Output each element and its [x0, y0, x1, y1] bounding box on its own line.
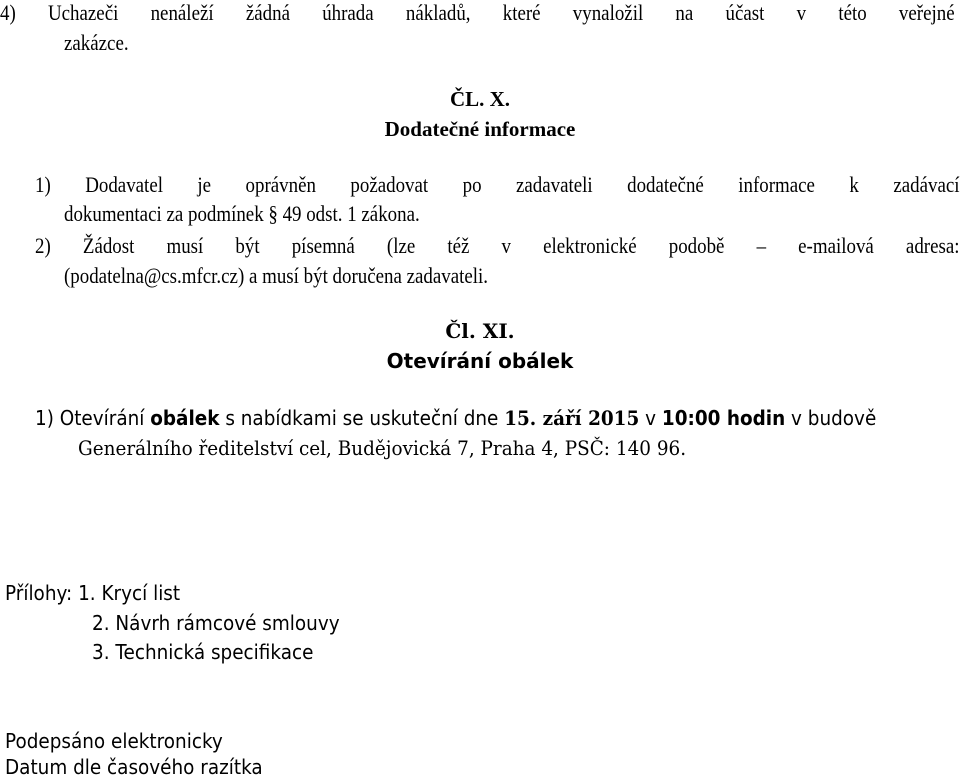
signature-line-2: Datum dle časového razítka — [5, 755, 263, 779]
article-title: Otevírání obálek — [386, 349, 574, 373]
paragraph-2-line-2: (podatelna@cs.mfcr.cz) a musí být doručena zadavateli. — [64, 263, 489, 288]
paragraph-1-line-2: dokumentaci za podmínek § 49 odst. 1 zákona. — [64, 201, 420, 226]
email-link[interactable]: (podatelna@cs.mfcr.cz) — [64, 263, 245, 288]
paragraph-2-line-1: 2) Žádost musí být písemná (lze též v elektronické podobě – e-mailová adresa: — [35, 233, 960, 258]
article-number: Čl. XI. — [445, 319, 515, 343]
attachment-item: 2. Návrh rámcové smlouvy — [92, 611, 340, 635]
article-title: Dodatečné informace — [384, 117, 576, 141]
article-number: ČL. X. — [449, 87, 511, 111]
paragraph-4-line-2: zakázce. — [64, 30, 129, 55]
paragraph-1-line-1: 1) Dodavatel je oprávněn požadovat po zadavateli dodatečné informace k zadávací — [35, 172, 960, 197]
opening-paragraph-line-1: 1) Otevírání obálek s nabídkami se uskuteční dne 15. září 2015 v 10:00 hodin v budově — [35, 406, 877, 430]
attachment-item: 3. Technická specifikace — [92, 640, 314, 664]
attachment-item: 1. Krycí list — [78, 581, 181, 605]
attachments-label: Přílohy: 1. Krycí list — [5, 581, 181, 605]
paragraph-4-line-1: 4) Uchazeči nenáleží žádná úhrada nákladů, které vynaložil na účast v této veřejné — [0, 0, 955, 25]
opening-paragraph-line-2: Generálního ředitelství cel, Budějovická 7, Praha 4, PSČ: 140 96. — [78, 436, 687, 460]
signature-line-1: Podepsáno elektronicky — [5, 729, 223, 753]
